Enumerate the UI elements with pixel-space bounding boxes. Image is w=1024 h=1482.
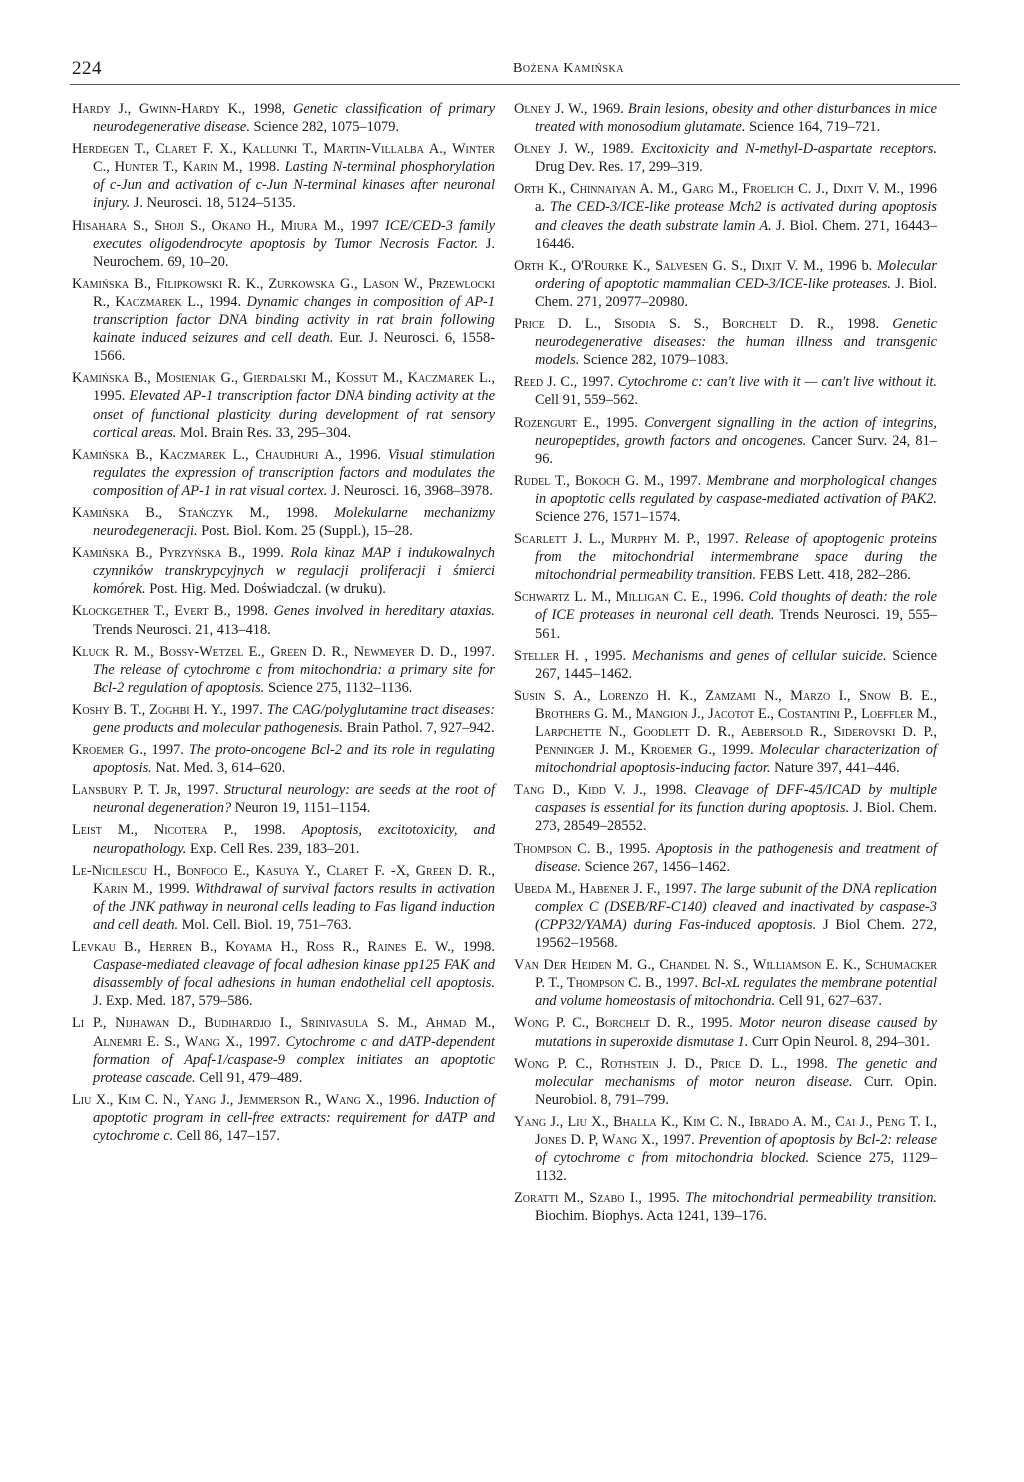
- reference-source: Exp. Cell Res. 239, 183–201.: [190, 840, 360, 857]
- reference-year: 1999.: [721, 742, 754, 759]
- reference-source: Science 282, 1075–1079.: [253, 119, 400, 136]
- reference-source: Science 267, 1456–1462.: [584, 858, 731, 875]
- reference-source: J Biol Chem. 272, 19562–19568.: [535, 916, 937, 952]
- reference-title: Brain lesions, obesity and other disturbances in mice treated with monosodium glutamate.: [535, 101, 937, 136]
- reference-entry: [514, 414, 937, 468]
- reference-title: Prevention of apoptosis by Bcl-2: release of cytochrome c from mitochondria blocked.: [535, 1131, 937, 1167]
- reference-authors: Thompson C. B.,: [514, 840, 613, 857]
- reference-entry: [72, 862, 495, 934]
- reference-year: 1989.: [601, 141, 634, 158]
- reference-authors: Kamińska B., Pyrzyńska B.,: [72, 545, 245, 562]
- reference-entry: [72, 1091, 495, 1145]
- reference-year: 1998.: [795, 1055, 828, 1072]
- reference-authors: Yang J., Liu X., Bhalla K., Kim C. N., Ibrado A. M., Cai J., Peng T. I., Jones D. P, Wang X.,: [514, 1113, 937, 1148]
- reference-source: J. Biol. Chem. 271, 16443–16446.: [535, 217, 937, 252]
- reference-title: Genes involved in hereditary ataxias.: [273, 603, 495, 620]
- reference-authors: Kamińska B., Filipkowski R. K., Zurkowska G., Lason W., Przewlocki R., Kaczmarek L.,: [72, 275, 495, 310]
- reference-entry: [514, 100, 937, 136]
- reference-title: Excitoxicity and N-methyl-D-aspartate receptors.: [641, 141, 937, 158]
- reference-year: 1995.: [618, 840, 651, 857]
- reference-year: 1997: [350, 217, 379, 234]
- reference-source: FEBS Lett. 418, 282–286.: [759, 567, 911, 584]
- reference-source: Drug Dev. Res. 17, 299–319.: [535, 159, 703, 176]
- references-column-right: [514, 100, 937, 1229]
- reference-entry: [72, 781, 495, 817]
- reference-entry: [514, 880, 937, 952]
- reference-source: Mol. Brain Res. 33, 295–304.: [180, 424, 352, 441]
- reference-year: 1998.: [235, 603, 269, 620]
- reference-authors: Price D. L., Sisodia S. S., Borchelt D. R.,: [514, 316, 834, 333]
- reference-title: Genetic neurodegenerative diseases: the human illness and transgenic models.: [535, 316, 937, 369]
- reference-year: 1998.: [846, 316, 880, 333]
- reference-title: Apoptosis in the pathogenesis and treatment of disease.: [535, 840, 937, 875]
- reference-entry: [72, 821, 495, 857]
- reference-source: Science 275, 1129–1132.: [535, 1150, 938, 1185]
- reference-entry: [72, 504, 495, 540]
- reference-year: 1997.: [706, 531, 739, 548]
- reference-title: Induction of apoptotic program in cell-free extracts: requirement for dATP and cytochrome c.: [93, 1091, 495, 1144]
- reference-source: J. Neurosci. 18, 5124–5135.: [133, 195, 296, 212]
- reference-title: The proto-oncogene Bcl-2 and its role in regulating apoptosis.: [93, 742, 495, 777]
- reference-authors: Olney J. W.,: [514, 141, 595, 158]
- reference-entry: [72, 100, 495, 136]
- reference-source: J. Exp. Med. 187, 579–586.: [93, 993, 253, 1010]
- reference-title: Motor neuron disease caused by mutations in superoxide dismutase 1.: [535, 1015, 938, 1050]
- reference-authors: Klockgether T., Evert B.,: [72, 603, 231, 620]
- reference-title: Withdrawal of survival factors results in activation of the JNK pathway in neuronal cells leading to Fas ligand induction and cell death.: [93, 880, 495, 933]
- reference-year: 1997.: [151, 742, 184, 759]
- reference-year: 1996.: [711, 589, 745, 606]
- reference-year: 1997.: [662, 1131, 695, 1148]
- reference-authors: Tang D., Kidd V. J.,: [514, 782, 647, 799]
- reference-authors: Rudel T., Bokoch G. M.,: [514, 472, 664, 489]
- reference-year: 1995.: [605, 414, 638, 431]
- running-head: Bożena Kamińska: [513, 61, 624, 76]
- reference-source: J. Biol. Chem. 271, 20977–20980.: [535, 275, 938, 310]
- reference-title: Molecular ordering of apoptotic mammalian CED-3/ICE-like proteases.: [535, 257, 937, 292]
- reference-title: The mitochondrial permeability transition.: [685, 1190, 937, 1207]
- reference-year: 1998.: [247, 159, 280, 176]
- reference-title: The genetic and molecular mechanisms of motor neuron disease.: [535, 1055, 937, 1090]
- reference-entry: [72, 701, 495, 737]
- reference-title: The CED-3/ICE-like protease Mch2 is activated during apoptosis and cleaves the death substrate lamin A.: [535, 199, 937, 234]
- reference-source: Cell 91, 559–562.: [535, 392, 639, 409]
- reference-year: 1997.: [230, 701, 263, 718]
- reference-year: 1995.: [593, 647, 627, 664]
- reference-entry: [514, 687, 937, 777]
- reference-year: 1996 b.: [827, 257, 873, 274]
- reference-entry: [72, 938, 495, 1010]
- reference-authors: Ubeda M., Habener J. F.,: [514, 880, 661, 897]
- reference-entry: [72, 741, 495, 777]
- reference-source: Nat. Med. 3, 614–620.: [155, 760, 286, 777]
- reference-title: Cytochrome c and dATP-dependent formation of Apaf-1/caspase-9 complex initiates an apoptotic protease cascade.: [93, 1033, 495, 1086]
- reference-authors: Zoratti M., Szabo I.,: [514, 1190, 642, 1207]
- reference-authors: Wong P. C., Rothstein J. D., Price D. L.,: [514, 1055, 788, 1072]
- reference-title: Genetic classification of primary neurodegenerative disease.: [93, 101, 495, 136]
- references-column-left: [72, 100, 495, 1149]
- reference-source: Curr. Opin. Neurobiol. 8, 791–799.: [535, 1073, 937, 1108]
- reference-source: Cancer Surv. 24, 81–96.: [535, 432, 937, 467]
- reference-year: 1998.: [654, 782, 687, 799]
- reference-entry: [514, 530, 937, 584]
- reference-source: Curr Opin Neurol. 8, 294–301.: [751, 1033, 930, 1050]
- reference-source: Cell 91, 627–637.: [778, 993, 882, 1010]
- reference-entry: [514, 1014, 937, 1050]
- reference-year: 1969.: [591, 101, 624, 117]
- reference-authors: Levkau B., Herren B., Koyama H., Ross R., Raines E. W.,: [72, 939, 455, 956]
- reference-authors: Lansbury P. T. Jr,: [72, 782, 181, 799]
- reference-authors: Li P., Nijhawan D., Budihardjo I., Srinivasula S. M., Ahmad M., Alnemri E. S., Wang X.,: [72, 1015, 495, 1050]
- reference-authors: Scarlett J. L., Murphy M. P.,: [514, 531, 700, 548]
- reference-authors: Liu X., Kim C. N., Yang J., Jemmerson R., Wang X.,: [72, 1091, 383, 1108]
- reference-authors: Schwartz L. M., Milligan C. E.,: [514, 589, 708, 606]
- reference-authors: Kamińska B., Mosieniak G., Gierdalski M., Kossut M., Kaczmarek L.,: [72, 370, 495, 387]
- reference-title: Molekularne mechanizmy neurodegeneracji.: [93, 504, 495, 540]
- reference-title: Cytochrome c: can't live with it — can't live without it.: [617, 374, 937, 391]
- reference-title: The CAG/polyglutamine tract diseases: gene products and molecular pathogenesis.: [93, 701, 495, 736]
- reference-title: Convergent signalling in the action of integrins, neuropeptides, growth factors and oncogenes.: [535, 414, 938, 449]
- reference-source: Nature 397, 441–446.: [774, 760, 900, 777]
- reference-year: 1997.: [668, 472, 702, 489]
- reference-title: Dynamic changes in composition of AP-1 transcription factor DNA binding activity in rat brain following kainate induced seizures and cell death.: [93, 293, 495, 347]
- reference-year: 1997.: [186, 782, 219, 799]
- reference-entry: [514, 257, 937, 311]
- reference-authors: Hisahara S., Shoji S., Okano H., Miura M.,: [72, 217, 344, 234]
- reference-title: Cleavage of DFF-45/ICAD by multiple caspases is essential for its function during apoptosis.: [535, 782, 937, 817]
- reference-title: Apoptosis, excitotoxicity, and neuropathology.: [93, 822, 496, 857]
- reference-entry: [514, 1055, 937, 1109]
- reference-title: Membrane and morphological changes in apoptotic cells regulated by caspase-mediated activation of PAK2.: [535, 472, 937, 507]
- reference-source: Biochim. Biophys. Acta 1241, 139–176.: [535, 1208, 767, 1225]
- reference-title: The large subunit of the DNA replication complex C (DSEB/RF-C140) cleaved and inactivated by caspase-3 (CPP32/YAMA) during Fas-induced apoptosis.: [535, 880, 937, 933]
- reference-title: Mechanisms and genes of cellular suicide.: [631, 647, 887, 664]
- page-number: 224: [72, 58, 102, 79]
- reference-authors: Olney J. W.,: [514, 101, 588, 117]
- reference-authors: Kamińska B., Kaczmarek L., Chaudhuri A.,: [72, 446, 342, 463]
- reference-year: 1997.: [462, 643, 495, 660]
- reference-authors: Van Der Heiden M. G., Chandel N. S., Williamson E. K., Schumacker P. T., Thompson C. B.,: [514, 957, 937, 992]
- reference-year: 1995.: [700, 1015, 733, 1032]
- reference-source: Eur. J. Neurosci. 6, 1558-1566.: [93, 330, 495, 365]
- reference-title: Bcl-xL regulates the membrane potential and volume homeostasis of mitochondria.: [535, 975, 938, 1010]
- reference-source: J. Neurosci. 16, 3968–3978.: [330, 482, 493, 499]
- reference-year: 1994.: [208, 293, 242, 310]
- reference-source: Science 164, 719–721.: [749, 119, 881, 136]
- reference-title: Structural neurology: are seeds at the root of neuronal degeneration?: [93, 782, 495, 817]
- reference-year: 1998.: [462, 939, 495, 956]
- reference-entry: [514, 1113, 937, 1185]
- reference-year: 1998,: [252, 101, 286, 117]
- reference-authors: Koshy B. T., Zoghbi H. Y.,: [72, 701, 227, 718]
- reference-entry: [72, 544, 495, 598]
- reference-entry: [514, 373, 937, 409]
- reference-year: 1997.: [581, 374, 614, 391]
- reference-entry: [72, 140, 495, 212]
- page-header: [70, 58, 960, 85]
- reference-source: Trends Neurosci. 19, 555–561.: [535, 607, 937, 642]
- reference-source: Trends Neurosci. 21, 413–418.: [93, 621, 271, 638]
- reference-title: The release of cytochrome c from mitochondria: a primary site for Bcl-2 regulation of apoptosis.: [93, 661, 495, 696]
- reference-source: J. Biol. Chem. 273, 28549–28552.: [535, 800, 937, 835]
- reference-entry: [514, 647, 937, 683]
- reference-authors: Kluck R. M., Bossy-Wetzel E., Green D. R., Newmeyer D. D.,: [72, 643, 458, 660]
- reference-entry: [72, 369, 495, 441]
- reference-year: 1999.: [251, 545, 284, 562]
- reference-entry: [72, 643, 495, 697]
- reference-title: ICE/CED-3 family executes oligodendrocyte apoptosis by Tumor Necrosis Factor.: [93, 217, 496, 252]
- reference-entry: [72, 602, 495, 638]
- reference-entry: [514, 315, 937, 369]
- reference-authors: Orth K., Chinnaiyan A. M., Garg M., Froelich C. J., Dixit V. M.,: [514, 181, 904, 198]
- reference-entry: [514, 588, 937, 642]
- reference-year: 1998.: [285, 504, 318, 521]
- reference-source: Cell 91, 479–489.: [199, 1069, 303, 1086]
- reference-authors: Leist M., Nicotera P.,: [72, 822, 238, 839]
- reference-entry: [514, 956, 937, 1010]
- reference-entry: [72, 217, 495, 271]
- reference-title: Cold thoughts of death: the role of ICE proteases in neuronal cell death.: [535, 589, 938, 624]
- reference-authors: Orth K., O'Rourke K., Salvesen G. S., Dixit V. M.,: [514, 257, 824, 274]
- reference-source: Neuron 19, 1151–1154.: [234, 800, 371, 817]
- reference-year: 1995.: [93, 388, 126, 405]
- reference-source: Mol. Cell. Biol. 19, 751–763.: [181, 916, 352, 933]
- reference-source: Cell 86, 147–157.: [176, 1127, 280, 1144]
- reference-title: Caspase-mediated cleavage of focal adhesion kinase pp125 FAK and disassembly of focal adhesions in human endothelial cell apoptosis.: [93, 957, 495, 992]
- reference-year: 1999.: [157, 880, 190, 897]
- reference-authors: Reed J. C.,: [514, 374, 578, 391]
- reference-year: 1996 a.: [535, 181, 937, 216]
- reference-authors: Susin S. A., Lorenzo H. K., Zamzami N., Marzo I., Snow B. E., Brothers G. M., Mangion J., Jacotot E., Costantini P., Loeffler M., Larpchette N., Goodlett D. R., Aebersold R., Siderovski D. P., Penninger J. M., Kroemer G.,: [514, 687, 937, 759]
- reference-entry: [514, 1189, 937, 1225]
- reference-authors: Hardy J., Gwinn-Hardy K.,: [72, 101, 246, 117]
- reference-source: Post. Hig. Med. Doświadczal. (w druku).: [149, 581, 386, 598]
- reference-year: 1997.: [247, 1033, 281, 1050]
- reference-title: Rola kinaz MAP i indukowalnych czynników transkrypcyjnych w regulacji proliferacji i śmierci komórek.: [93, 545, 495, 598]
- reference-entry: [72, 1014, 495, 1086]
- reference-year: 1996.: [387, 1091, 420, 1108]
- reference-authors: Wong P. C., Borchelt D. R.,: [514, 1015, 694, 1032]
- reference-title: Release of apoptogenic proteins from the mitochondrial intermembrane space during the mitochondrial permeability transition.: [535, 531, 937, 584]
- reference-entry: [514, 781, 937, 835]
- reference-entry: [514, 140, 937, 176]
- reference-title: Lasting N-terminal phosphorylation of c-Jun and activation of c-Jun N-terminal kinases after neuronal injury.: [93, 159, 495, 212]
- reference-entry: [72, 275, 495, 365]
- reference-entry: [514, 840, 937, 876]
- reference-source: Brain Pathol. 7, 927–942.: [346, 720, 495, 736]
- reference-authors: Kamińska B., Stańczyk M.,: [72, 504, 270, 521]
- reference-entry: [514, 472, 937, 526]
- reference-year: 1997.: [665, 975, 698, 992]
- reference-year: 1995.: [647, 1190, 680, 1207]
- reference-title: Visual stimulation regulates the expression of transcription factors and modulates the composition of AP-1 in rat visual cortex.: [93, 446, 495, 499]
- reference-source: J. Neurochem. 69, 10–20.: [93, 235, 495, 270]
- reference-source: Science 267, 1445–1462.: [535, 647, 938, 682]
- reference-authors: Steller H. ,: [514, 647, 589, 664]
- reference-authors: Rozengurt E.,: [514, 414, 600, 431]
- reference-authors: Le-Nicilescu H., Bonfoco E., Kasuya Y., Claret F. -X, Green D. R., Karin M.,: [72, 862, 495, 897]
- reference-source: Post. Biol. Kom. 25 (Suppl.), 15–28.: [201, 523, 413, 540]
- reference-entry: [72, 446, 495, 500]
- reference-source: Science 276, 1571–1574.: [535, 508, 681, 525]
- reference-year: 1997.: [664, 880, 697, 897]
- reference-year: 1996.: [348, 446, 381, 463]
- reference-entry: [514, 180, 937, 252]
- reference-year: 1998.: [253, 822, 286, 839]
- reference-source: Science 275, 1132–1136.: [267, 679, 413, 696]
- reference-authors: Herdegen T., Claret F. X., Kallunki T., Martin-Villalba A., Winter C., Hunter T., Karin M.,: [72, 141, 495, 176]
- reference-authors: Kroemer G.,: [72, 742, 147, 759]
- reference-source: Science 282, 1079–1083.: [582, 352, 729, 369]
- reference-title: Elevated AP-1 transcription factor DNA binding activity at the onset of functional plasticity during development of rat sensory cortical areas.: [93, 388, 495, 441]
- reference-title: Molecular characterization of mitochondrial apoptosis-inducing factor.: [535, 742, 937, 777]
